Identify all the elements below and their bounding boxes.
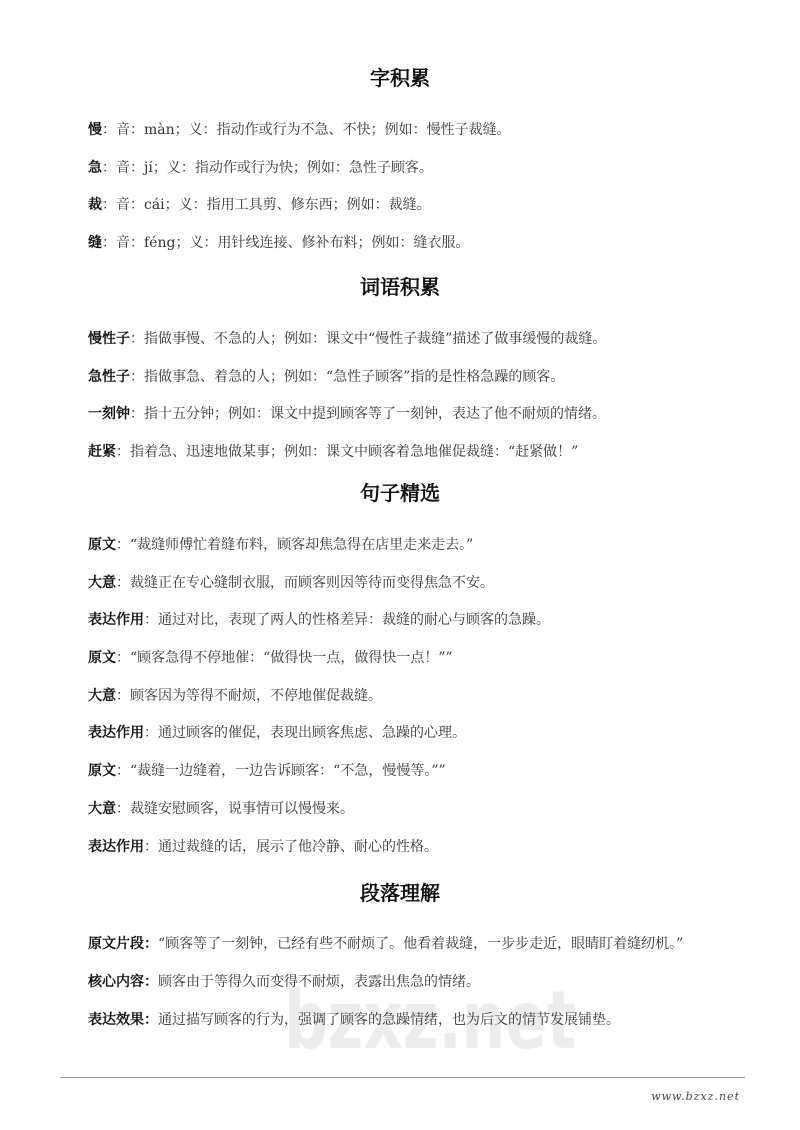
item-text: 通过描写顾客的行为，强调了顾客的急躁情绪，也为后文的情节发展铺垫。 <box>158 1012 620 1028</box>
list-item <box>0 829 800 867</box>
paragraph <box>0 1008 730 1033</box>
item-text: “顾客等了一刻钟，已经有些不耐烦了。他看着裁缝，一步步走近，眼睛盯着缝纫机。” <box>158 936 684 952</box>
item-text: ：指十五分钟；例如：课文中提到顾客等了一刻钟，表达了他不耐烦的情绪。 <box>130 406 606 423</box>
footer-divider <box>60 1077 745 1078</box>
item-label: 大意 <box>88 800 116 817</box>
item-text: ：裁缝安慰顾客，说事情可以慢慢来。 <box>116 800 354 817</box>
list-item <box>0 753 800 791</box>
list-item <box>0 321 800 359</box>
item-text: 顾客由于等得久而变得不耐烦，表露出焦急的情绪。 <box>158 974 480 990</box>
list-item <box>0 527 800 565</box>
item-label: 急性子 <box>88 368 130 385</box>
section-character-accumulation <box>0 60 800 263</box>
list-item <box>0 602 800 640</box>
item-label: 原文 <box>88 650 116 667</box>
item-text: ：顾客因为等得不耐烦，不停地催促裁缝。 <box>116 687 382 704</box>
item-text: ：指做事慢、不急的人；例如：课文中“慢性子裁缝”描述了做事缓慢的裁缝。 <box>130 331 607 347</box>
item-text: ：指做事急、着急的人；例如：“急性子顾客”指的是性格急躁的顾客。 <box>130 368 565 385</box>
item-text: ：“顾客急得不停地催：“做得快一点，做得快一点！”” <box>116 650 453 667</box>
section-word-accumulation <box>0 269 800 472</box>
item-label: 核心内容： <box>88 974 158 990</box>
list-item <box>0 678 800 716</box>
item-label: 赶紧 <box>88 444 116 461</box>
item-text: ：音：màn；义：指动作或行为不急、不快；例如：慢性子裁缝。 <box>102 122 511 138</box>
item-label: 大意 <box>88 574 116 591</box>
list-item <box>0 640 800 678</box>
item-text: ：通过对比，表现了两人的性格差异：裁缝的耐心与顾客的急躁。 <box>144 612 550 629</box>
item-label: 缝 <box>88 235 102 252</box>
item-label: 慢 <box>88 122 102 138</box>
item-text: ：音：jí；义：指动作或行为快；例如：急性子顾客。 <box>102 159 433 176</box>
item-label: 大意 <box>88 687 116 704</box>
item-label: 原文 <box>88 537 116 553</box>
item-label: 表达作用 <box>88 838 144 855</box>
list-item <box>0 715 800 753</box>
section-title: 句子精选 <box>360 481 440 505</box>
item-text: ：裁缝正在专心缝制衣服，而顾客则因等待而变得焦急不安。 <box>116 574 494 591</box>
section-paragraph-understanding <box>0 875 800 1033</box>
list-item <box>0 359 800 397</box>
item-label: 表达作用 <box>88 612 144 629</box>
item-text: ：“裁缝师傅忙着缝布料，顾客却焦急得在店里走来走去。” <box>116 537 474 553</box>
list-item <box>0 187 800 225</box>
list-item <box>0 791 800 829</box>
list-item <box>0 434 800 472</box>
item-text: ：音：cái；义：指用工具剪、修东西；例如：裁缝。 <box>102 197 431 214</box>
item-label: 一刻钟 <box>88 406 130 423</box>
item-label: 急 <box>88 159 102 176</box>
paragraph <box>0 932 730 957</box>
item-text: ：“裁缝一边缝着，一边告诉顾客：“不急，慢慢等。”” <box>116 763 446 780</box>
item-text: ：通过顾客的催促，表现出顾客焦虑、急躁的心理。 <box>144 725 466 742</box>
item-label: 原文 <box>88 763 116 780</box>
item-label: 表达作用 <box>88 725 144 742</box>
item-label: 表达效果： <box>88 1012 158 1028</box>
list-item <box>0 565 800 603</box>
item-text: ：音：féng；义：用针线连接、修补布料；例如：缝衣服。 <box>102 235 470 252</box>
section-title: 词语积累 <box>360 275 440 299</box>
paragraph <box>0 970 730 995</box>
list-item <box>0 112 800 150</box>
item-text: ：通过裁缝的话，展示了他冷静、耐心的性格。 <box>144 838 438 855</box>
item-label: 慢性子 <box>88 331 130 347</box>
list-item <box>0 225 800 263</box>
section-sentence-selection <box>0 475 800 866</box>
item-text: ：指着急、迅速地做某事；例如：课文中顾客着急地催促裁缝：“赶紧做！” <box>116 444 579 461</box>
footer-url: www.bzxz.net <box>651 1090 740 1103</box>
list-item <box>0 150 800 188</box>
section-title: 段落理解 <box>360 881 440 905</box>
section-title: 字积累 <box>370 66 430 90</box>
list-item <box>0 396 800 434</box>
item-label: 原文片段： <box>88 936 158 952</box>
item-label: 裁 <box>88 197 102 214</box>
